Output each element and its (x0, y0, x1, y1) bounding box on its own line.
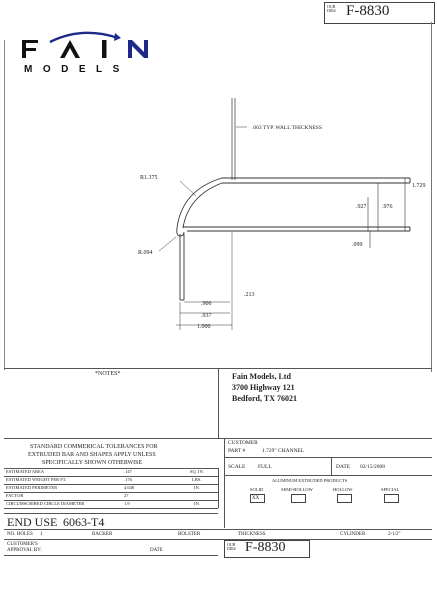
company-name: Fain Models, Ltd (232, 372, 291, 381)
spec-row-factor-value: 27 (124, 493, 129, 498)
bolster-label: BOLSTER (178, 532, 201, 537)
spec-row-perimeter-value: 4.648 (124, 485, 135, 490)
approval-date-label: DATE (150, 548, 163, 553)
spec-row-area-unit: SQ. IN. (190, 469, 204, 474)
scale-row-underline (224, 475, 432, 476)
spec-row-weight-value: .176 (124, 477, 132, 482)
spec-row-area-value: .147 (124, 469, 132, 474)
logo-word-models: MODELS (24, 64, 130, 75)
backer-label: BACKER (92, 532, 113, 537)
cylinder-value: 2-1/2" (388, 532, 401, 537)
company-address2: Bedford, TX 76021 (232, 394, 297, 403)
bottom-row-top-line (4, 529, 432, 530)
bottom-row-mid-line (4, 539, 432, 540)
company-address1: 3700 Highway 121 (232, 383, 295, 392)
spec-row-perimeter-unit: IN. (194, 485, 200, 490)
spec-row-circle-unit: IN. (194, 501, 200, 506)
notes-heading: *NOTES* (95, 371, 121, 377)
tolerance-line1: STANDARD COMMERICAL TOLERANCES FOR (30, 444, 158, 450)
product-type-special-checkbox[interactable] (384, 494, 399, 503)
bottom-our-dies-label: OUR DIE# (227, 542, 236, 551)
spec-row-circle-label: CIRCUMSCRIBED CIRCLE DIAMETER (6, 501, 85, 506)
approval-underline (4, 555, 218, 556)
customer-block-left-border (224, 438, 225, 528)
part-value: 1.729" CHANNEL (262, 448, 305, 454)
product-type-hollow-checkbox[interactable] (337, 494, 352, 503)
label-213: .213 (244, 292, 255, 298)
label-wall-thickness: .063 TYP. WALL THICKNESS (252, 125, 322, 131)
leader-r1375 (180, 181, 196, 196)
label-927: .927 (356, 204, 367, 210)
titleblock-center-divider (218, 368, 219, 438)
label-937: .937 (201, 313, 212, 319)
product-type-semihollow-label: SEMI-HOLLOW (281, 487, 313, 492)
holes-value: 1 (40, 532, 43, 537)
product-type-solid-mark: XX (252, 496, 260, 501)
end-use-top-line (4, 513, 218, 514)
date-value: 02/15/2008 (360, 464, 386, 470)
product-type-hollow-label: HOLLOW (333, 487, 353, 492)
thickness-label: THICKNESS (238, 532, 266, 537)
scale-label: SCALE (228, 464, 246, 470)
header-die-number: F-8830 (346, 3, 390, 19)
label-976: .976 (382, 204, 393, 210)
spec-row-perimeter-label: ESTIMATED PERIMETER (6, 485, 58, 490)
holes-label: NO. HOLES (7, 532, 33, 537)
label-1729: 1.729 (412, 183, 426, 189)
end-use-alloy: 6063-T4 (63, 515, 105, 529)
titleblock-mid-line (4, 438, 432, 439)
spec-row-weight-unit: LBS. (192, 477, 202, 482)
part-label: PART # (228, 448, 246, 454)
tolerance-line2: EXTRUDED BAR AND SHAPES APPLY UNLESS (28, 452, 156, 458)
specs-table (4, 468, 218, 513)
product-type-semihollow-checkbox[interactable] (291, 494, 306, 503)
cylinder-label: CYLINDER (340, 532, 366, 537)
spec-row-circle-value: 1.9 (124, 501, 130, 506)
customer-approval-label-1: CUSTOMER'S (7, 542, 38, 547)
leader-r094 (159, 237, 176, 251)
label-r1375: R1.375 (140, 175, 158, 181)
bottom-die-number: F-8830 (245, 540, 286, 555)
header-our-dies-label: OUR DIE# (327, 4, 336, 13)
spec-row-area-label: ESTIMATED AREA (6, 469, 45, 474)
label-1000: 1.000 (197, 324, 211, 330)
product-type-solid-label: SOLID (250, 487, 264, 492)
spec-row-factor-label: FACTOR (6, 493, 24, 498)
tolerance-line3: SPECIFICALLY SHOWN OTHERWISE (42, 460, 143, 466)
date-label: DATE (336, 464, 351, 470)
drawing-large-radius-inner (183, 183, 222, 228)
scale-date-divider (331, 458, 332, 475)
label-r094: R.094 (138, 250, 153, 256)
customer-label: CUSTOMER (228, 440, 258, 446)
scale-value: FULL (258, 464, 272, 470)
label-906: .906 (201, 301, 212, 307)
end-use-label: END USE (7, 515, 58, 529)
spec-row-weight-label: ESTIMATED WEIGHT PER FT. (6, 477, 67, 482)
customer-part-underline (224, 457, 432, 458)
customer-approval-label-2: APPROVAL BY: (7, 548, 42, 553)
product-type-special-label: SPECIAL (381, 487, 400, 492)
products-heading: ALUMINUM EXTRUDED PRODUCTS (272, 478, 348, 483)
label-099: .099 (352, 242, 363, 248)
